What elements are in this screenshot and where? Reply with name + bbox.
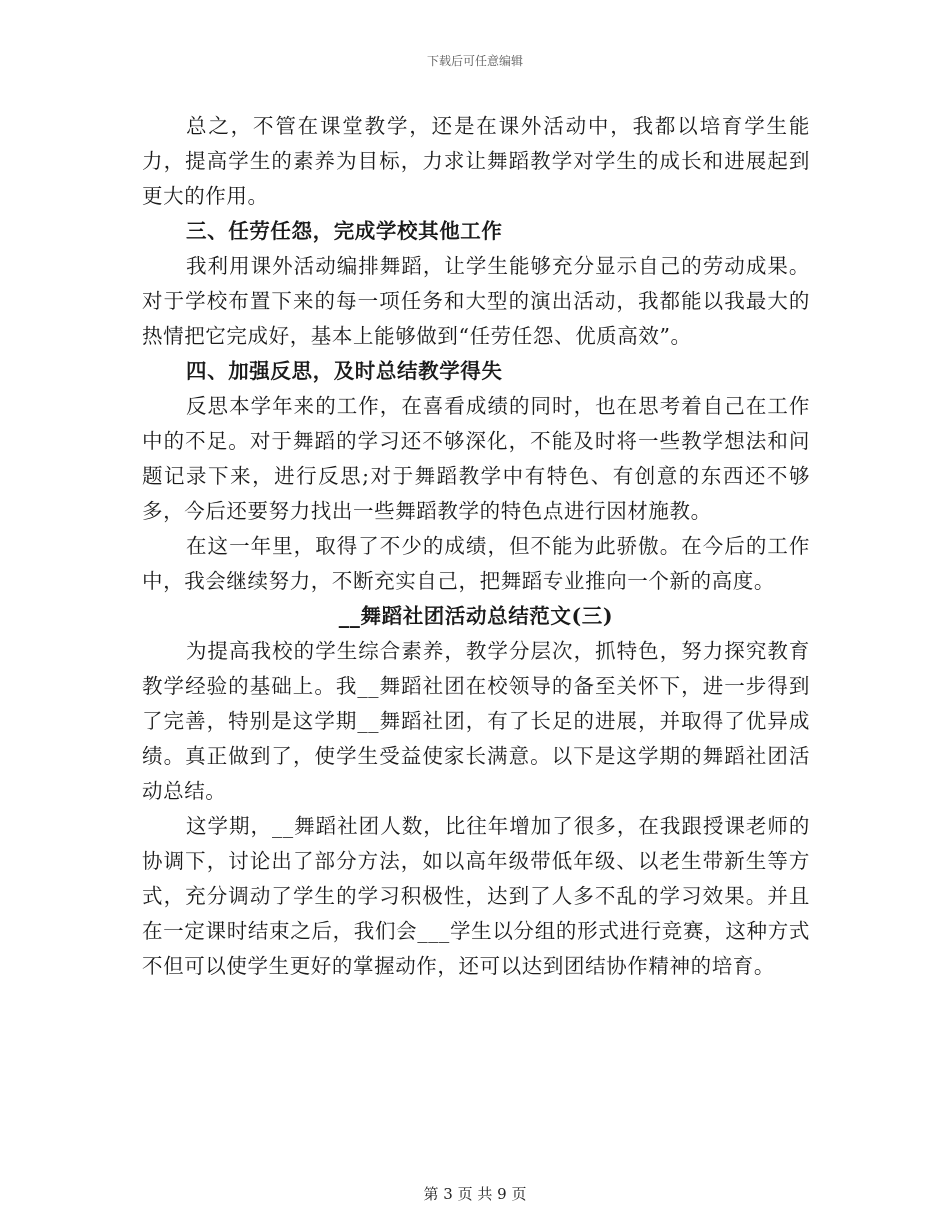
paragraph-intro: 为提高我校的学生综合素养，教学分层次，抓特色，努力探究教育教学经验的基础上。我__舞蹈社团在校领导的备至关怀下，进一步得到了完善，特别是这学期__舞蹈社团，有了长足的进展，并取得了优异成绩。真正做到了，使学生受益使家长满意。以下是这学期的舞蹈社团活动总结。 bbox=[142, 639, 810, 803]
section-heading-3: 三、任劳任怨，完成学校其他工作 bbox=[186, 219, 503, 243]
section-heading-4: 四、加强反思，及时总结教学得失 bbox=[186, 359, 503, 383]
document-section-title: __舞蹈社团活动总结范文(三) bbox=[338, 604, 614, 628]
paragraph-extracurricular: 我利用课外活动编排舞蹈，让学生能够充分显示自己的劳动成果。对于学校布置下来的每一项任务和大型的演出活动，我都能以我最大的热情把它完成好，基本上能够做到“任劳任怨、优质高效”。 bbox=[142, 254, 810, 348]
page-header: 下载后可任意编辑 bbox=[426, 54, 523, 68]
paragraph-outlook: 在这一年里，取得了不少的成绩，但不能为此骄傲。在今后的工作中，我会继续努力，不断充实自己，把舞蹈专业推向一个新的高度。 bbox=[142, 534, 810, 593]
paragraph-semester: 这学期，__舞蹈社团人数，比往年增加了很多，在我跟授课老师的协调下，讨论出了部分方法，如以高年级带低年级、以老生带新生等方式，充分调动了学生的学习积极性，达到了人多不乱的学习效果。并且在一定课时结束之后，我们会___学生以分组的形式进行竞赛，这种方式不但可以使学生更好的掌握动作，还可以达到团结协作精神的培育。 bbox=[142, 814, 810, 978]
paragraph-reflection: 反思本学年来的工作，在喜看成绩的同时，也在思考着自己在工作中的不足。对于舞蹈的学习还不够深化，不能及时将一些教学想法和问题记录下来，进行反思;对于舞蹈教学中有特色、有创意的东西还不够多，今后还要努力找出一些舞蹈教学的特色点进行因材施教。 bbox=[142, 394, 810, 523]
document-body bbox=[142, 109, 810, 984]
paragraph-summary: 总之，不管在课堂教学，还是在课外活动中，我都以培育学生能力，提高学生的素养为目标，力求让舞蹈教学对学生的成长和进展起到更大的作用。 bbox=[142, 114, 810, 208]
page-number: 第 3 页 共 9 页 bbox=[423, 1185, 527, 1203]
